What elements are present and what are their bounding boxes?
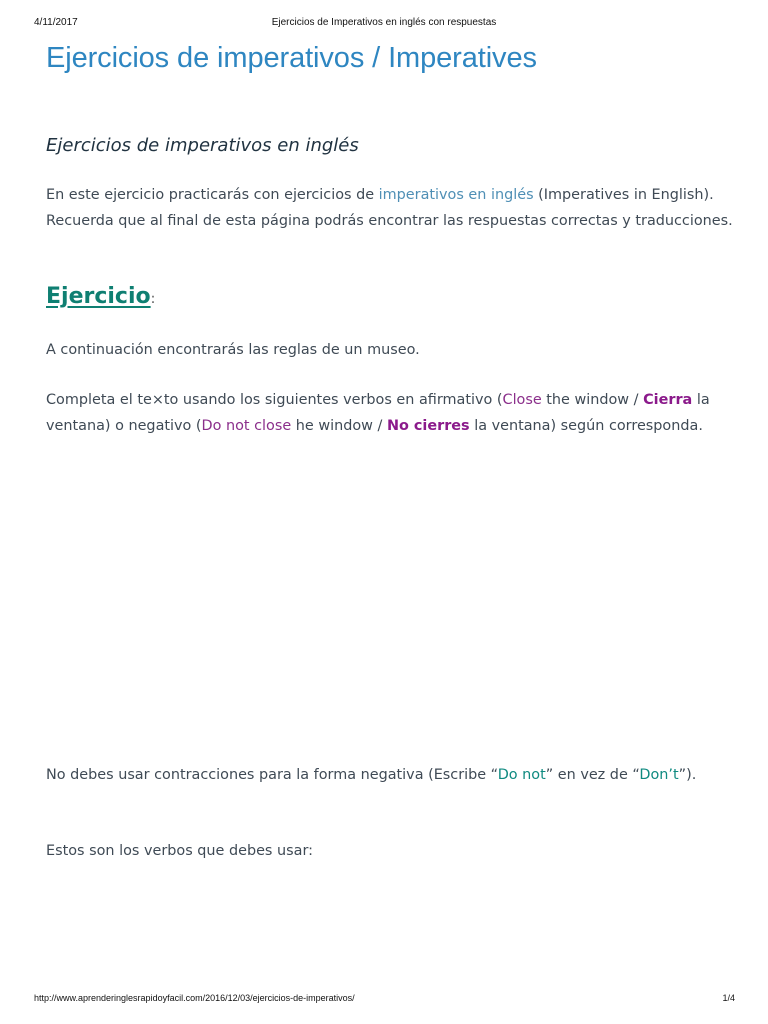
instructions-text-4: he window / — [291, 417, 387, 434]
print-document-title: Ejercicios de Imperativos en inglés con respuestas — [271, 17, 497, 28]
article-subtitle: Ejercicios de imperativos en inglés — [46, 135, 359, 156]
intro-text-end: (Imperatives in English). Recuerda que al final de esta página podrás encontrar las respuestas correctas y traducciones. — [46, 187, 733, 229]
instructions-text-5: la ventana) según corresponda. — [469, 417, 703, 434]
print-header — [0, 17, 768, 31]
intro-text-start: En este ejercicio practicarás con ejercicios de — [46, 187, 379, 203]
intro-paragraph — [46, 183, 736, 234]
instructions-paragraph — [46, 388, 736, 439]
print-date: 4/11/2017 — [34, 17, 78, 28]
section-heading-colon: : — [150, 291, 156, 307]
instructions-text-3: la ventana) o negativo ( — [46, 392, 710, 434]
page-title: Ejercicios de imperativos / Imperatives — [46, 42, 537, 74]
print-footer — [0, 993, 768, 1007]
print-page-number: 1/4 — [722, 993, 735, 1003]
contractions-paragraph — [46, 763, 736, 789]
keyword-do-not: Do not — [497, 767, 546, 783]
keyword-do-not-close: Do not close — [201, 417, 292, 434]
instructions-text-1: Completa el te×to usando los siguientes verbos en afirmativo ( — [46, 392, 503, 408]
contractions-text-1: No debes usar contracciones para la forma negativa (Escribe “ — [46, 767, 498, 783]
keyword-cierra: Cierra — [643, 392, 693, 408]
keyword-close: Close — [502, 392, 542, 408]
contractions-text-2: ” en vez de “ — [545, 767, 640, 783]
keyword-no-cierres: No cierres — [386, 417, 470, 434]
keyword-dont: Don’t — [639, 767, 679, 783]
ejercicio-link[interactable]: Ejercicio — [46, 284, 151, 309]
article — [46, 40, 736, 859]
imperativos-link[interactable]: imperativos en inglés — [378, 187, 534, 203]
instructions-text-2: the window / — [541, 392, 644, 408]
print-url: http://www.aprenderinglesrapidoyfacil.com/2016/12/03/ejercicios-de-imperativos/ — [34, 993, 355, 1003]
section-heading — [46, 282, 155, 314]
verbs-intro-text: Estos son los verbos que debes usar: — [46, 843, 313, 859]
museum-intro-text: A continuación encontrarás las reglas de un museo. — [46, 342, 420, 358]
contractions-text-3: ”). — [678, 767, 697, 783]
